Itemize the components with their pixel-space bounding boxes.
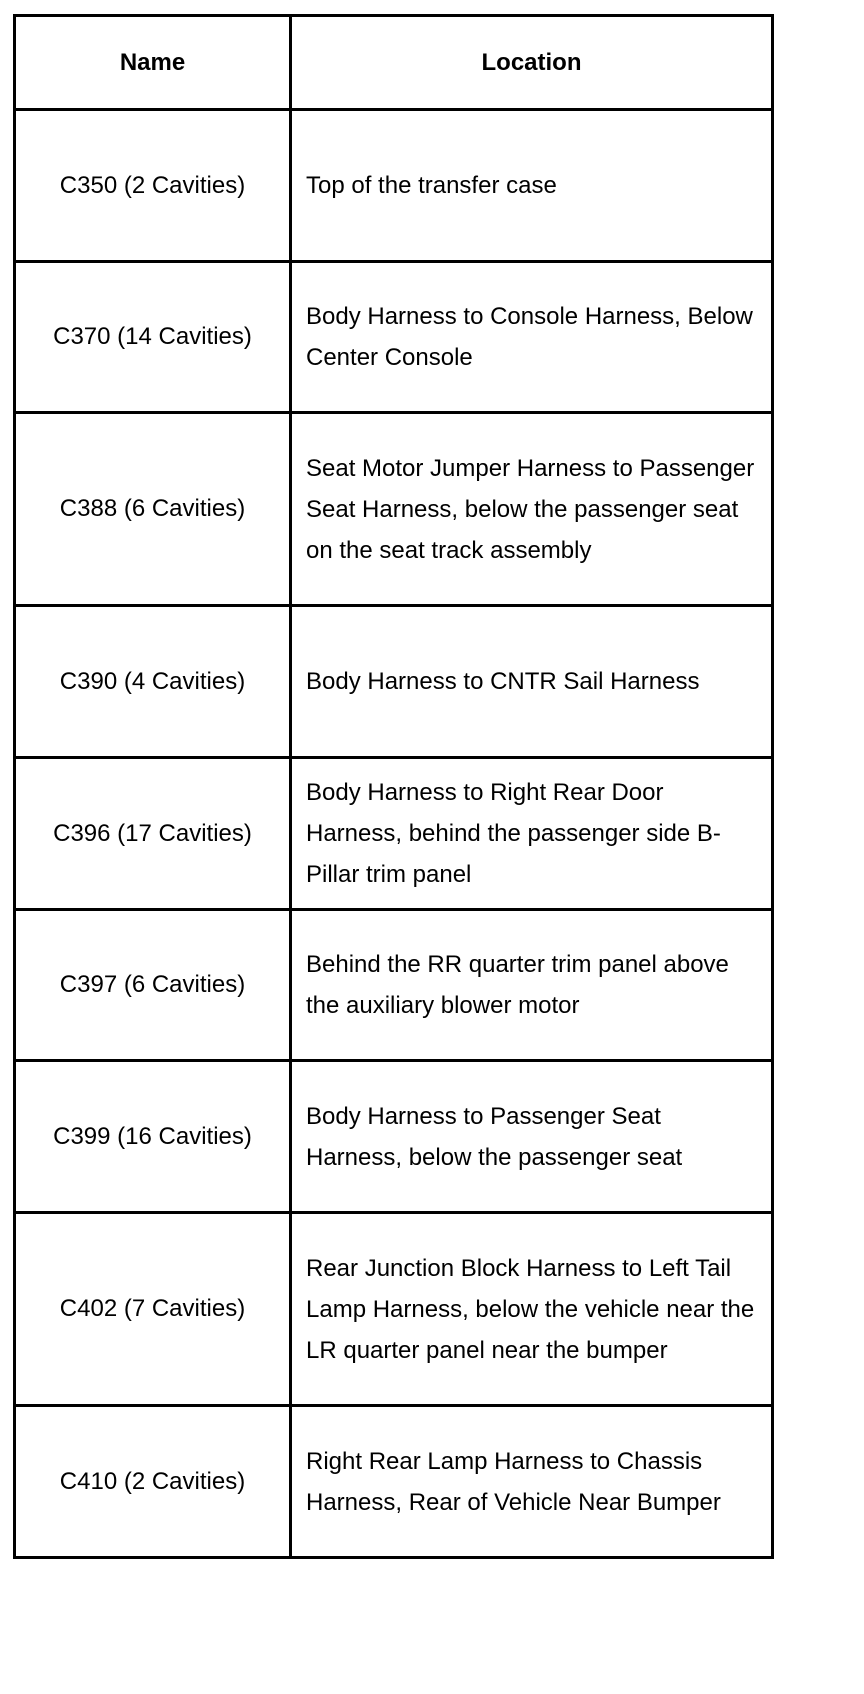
connector-name-cell: C410 (2 Cavities) (15, 1406, 291, 1558)
header-name: Name (15, 16, 291, 110)
connector-name-cell: C370 (14 Cavities) (15, 262, 291, 413)
table-row (15, 262, 773, 413)
table-row (15, 606, 773, 758)
connector-table (13, 14, 774, 1559)
table-header-row (15, 16, 773, 110)
connector-location-cell: Seat Motor Jumper Harness to Passenger Seat Harness, below the passenger seat on the seat track assembly (291, 413, 773, 606)
connector-name-cell: C399 (16 Cavities) (15, 1061, 291, 1213)
connector-location-cell: Body Harness to Passenger Seat Harness, below the passenger seat (291, 1061, 773, 1213)
connector-location-cell: Top of the transfer case (291, 110, 773, 262)
connector-name-cell: C350 (2 Cavities) (15, 110, 291, 262)
connector-location-cell: Body Harness to Console Harness, Below Center Console (291, 262, 773, 413)
connector-location-cell: Body Harness to Right Rear Door Harness, behind the passenger side B-Pillar trim panel (291, 758, 773, 910)
table-row (15, 1213, 773, 1406)
connector-location-cell: Body Harness to CNTR Sail Harness (291, 606, 773, 758)
connector-name-cell: C388 (6 Cavities) (15, 413, 291, 606)
table-row (15, 1061, 773, 1213)
connector-location-cell: Rear Junction Block Harness to Left Tail Lamp Harness, below the vehicle near the LR quarter panel near the bumper (291, 1213, 773, 1406)
table-row (15, 758, 773, 910)
table-row (15, 110, 773, 262)
table-row (15, 413, 773, 606)
connector-location-cell: Right Rear Lamp Harness to Chassis Harness, Rear of Vehicle Near Bumper (291, 1406, 773, 1558)
connector-name-cell: C397 (6 Cavities) (15, 910, 291, 1061)
header-location: Location (291, 16, 773, 110)
connector-name-cell: C396 (17 Cavities) (15, 758, 291, 910)
connector-location-cell: Behind the RR quarter trim panel above the auxiliary blower motor (291, 910, 773, 1061)
table-row (15, 910, 773, 1061)
table-row (15, 1406, 773, 1558)
connector-name-cell: C390 (4 Cavities) (15, 606, 291, 758)
connector-name-cell: C402 (7 Cavities) (15, 1213, 291, 1406)
connector-table-container (13, 14, 774, 1559)
